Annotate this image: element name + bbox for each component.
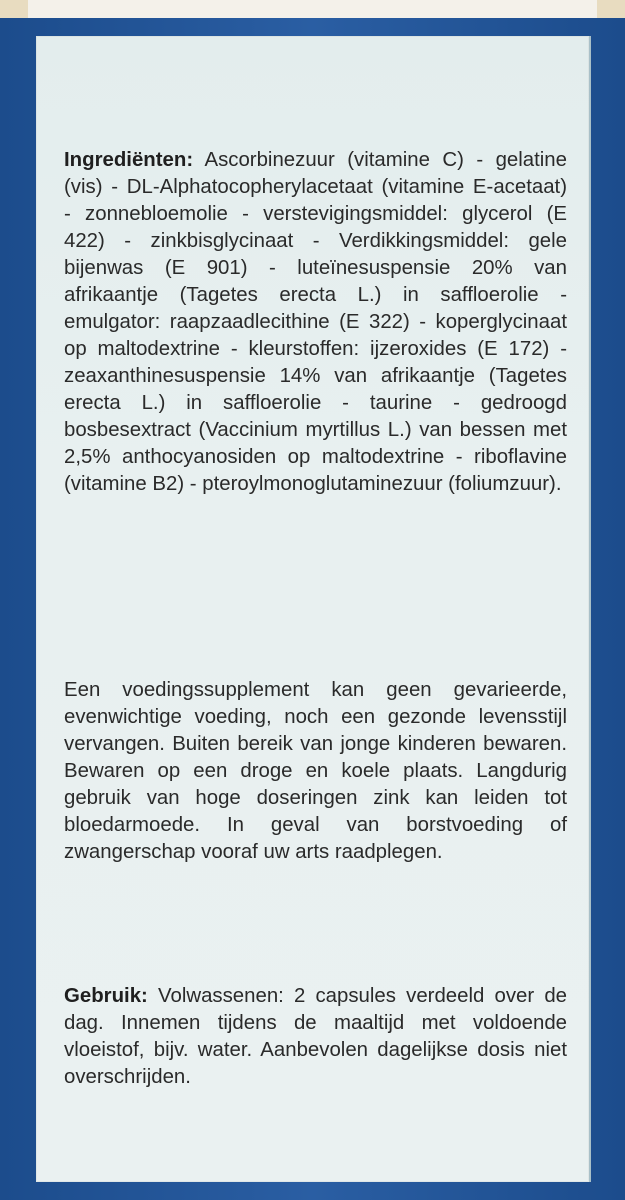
usage-label: Gebruik: [64,985,148,1007]
flap-notch-right [597,0,625,18]
warning-paragraph: Een voedingssupplement kan geen gevarieerde, evenwichtige voeding, noch een gezonde levensstijl vervangen. Buiten bereik van jonge kinderen bewaren. Bewaren op een droge en koele plaats. Langdurig gebruik van hoge doseringen zink kan leiden tot bloedarmoede. In geval van borstvoeding of zwangerschap vooraf uw arts raadplegen. [64,679,567,863]
ingredients-text: Ascorbinezuur (vitamine C) - gelatine (vis) - DL-Alphatocopherylacetaat (vitamine E-acetaat) - zonnebloemolie - verstevigingsmiddel: glycerol (E 422) - zinkbisglycinaat - Verdikkingsmiddel: gele bijenwas (E 901) - luteïnesuspensie 20% van afrikaantje (Tagetes erecta L.) in saffloerolie - emulgator: raapzaadlecithine (E 322) - koperglycinaat op maltodextrine - kleurstoffen: ijzeroxides (E 172) - zeaxanthinesuspensie 14% van afrikaantje (Tagetes erecta L.) in saffloerolie - taurine - gedroogd bosbesextract (Vaccinium myrtillus L.) van bessen met 2,5% anthocyanosiden op maltodextrine - riboflavine (vitamine B2) - pteroylmonoglutaminezuur (foliumzuur). [64,149,567,495]
label-panel [36,36,591,1182]
flap-notch-left [0,0,28,18]
usage-text: Volwassenen: 2 capsules verdeeld over de dag. Innemen tijdens de maaltijd met voldoende vloeistof, bijv. water. Aanbevolen dagelijkse dosis niet overschrijden. [64,985,567,1088]
ingredients-paragraph [64,147,567,498]
usage-paragraph [64,983,567,1091]
box-top-flap [0,0,625,18]
ingredients-label: Ingrediënten: [64,149,194,171]
